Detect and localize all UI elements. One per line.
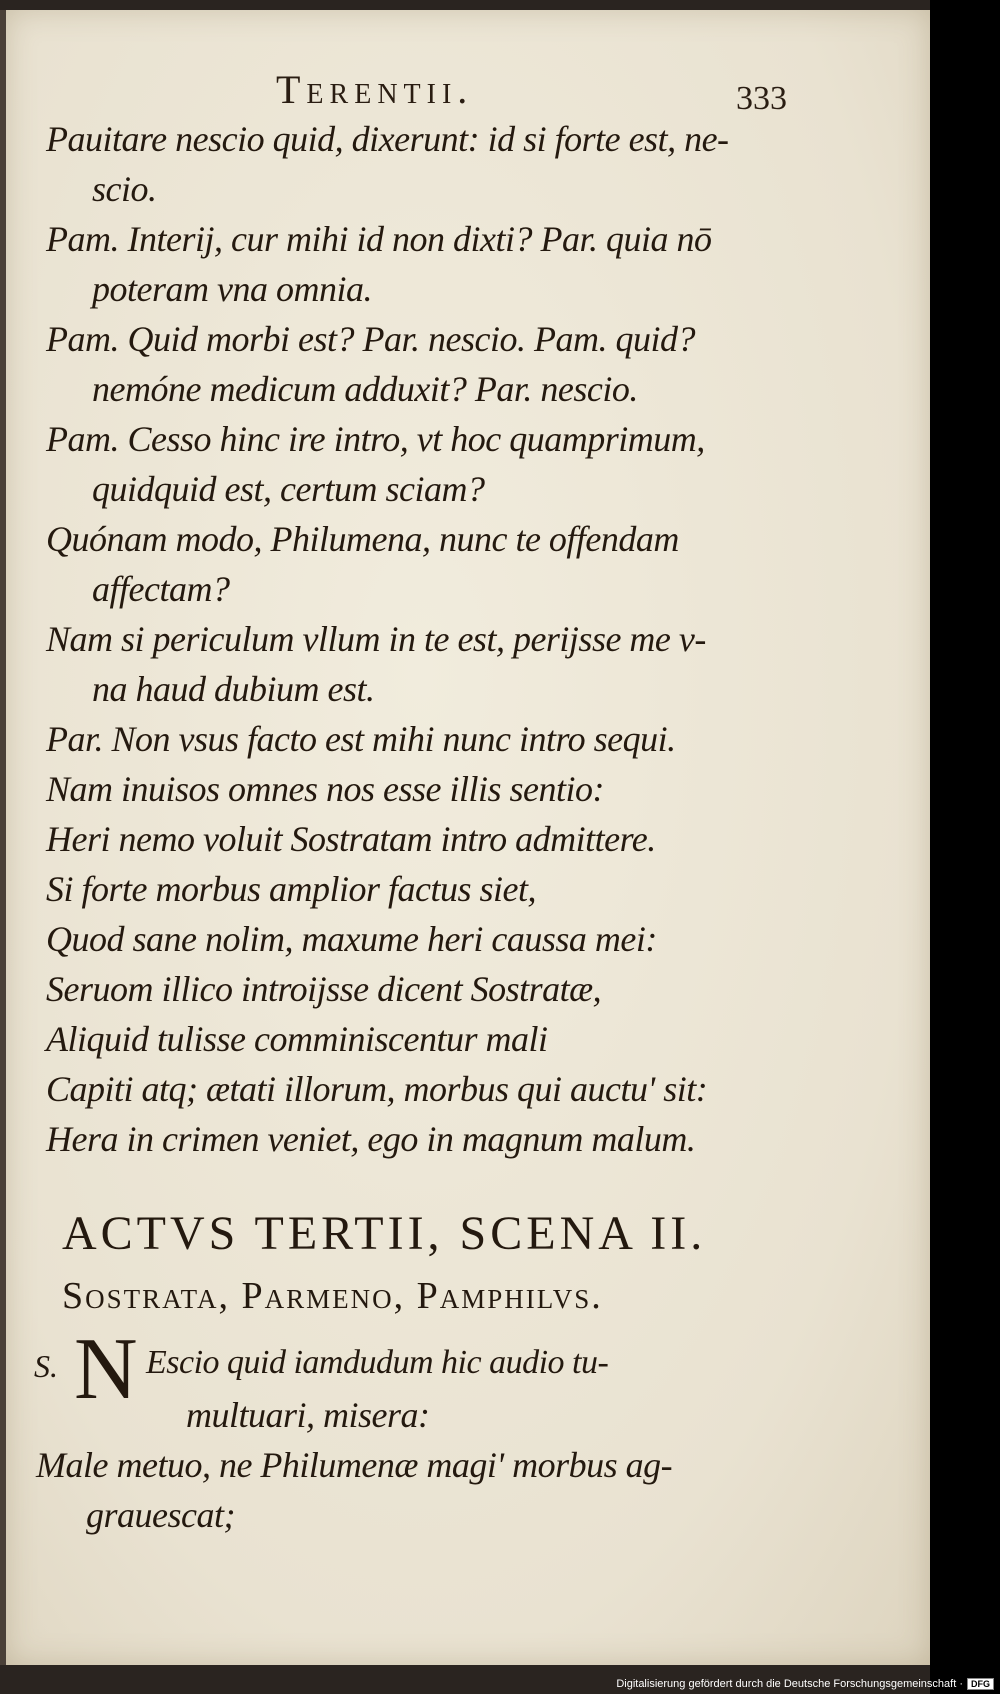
text-line: Seruom illico introijsse dicent Sostratæ, [46,969,602,1009]
footer-credit: Digitalisierung gefördert durch die Deutsche Forschungsgemeinschaft · [616,1678,963,1690]
book-page [6,10,933,1665]
text-line: Pam. Interij, cur mihi id non dixti? Par. quia nō [46,219,712,259]
text-line: affectam? [92,569,230,609]
text-line: Heri nemo voluit Sostratam intro admittere. [46,819,656,859]
text-line: Si forte morbus amplior factus siet, [46,869,537,909]
text-line: quidquid est, certum sciam? [92,469,485,509]
text-line: Par. Non vsus facto est mihi nunc intro sequi. [46,719,676,759]
text-line: Quónam modo, Philumena, nunc te offendam [46,519,679,559]
text-line: Escio quid iamdudum hic audio tu- [146,1344,609,1381]
speaker-label: S. [34,1348,58,1384]
text-line: Male metuo, ne Philumenæ magi' morbus ag- [36,1445,673,1485]
text-line: Quod sane nolim, maxume heri caussa mei: [46,919,657,959]
act-heading: ACTVS TERTII, SCENA II. [62,1207,707,1260]
scan-right-margin [930,0,1000,1694]
dfg-logo: DFG [967,1678,994,1690]
text-line: Pauitare nescio quid, dixerunt: id si forte est, ne- [46,119,729,159]
text-line: grauescat; [86,1495,235,1535]
page-number: 333 [736,80,787,117]
text-line: Nam si periculum vllum in te est, perijsse me v- [46,619,706,659]
text-line: nemóne medicum adduxit? Par. nescio. [92,369,638,409]
text-line: Aliquid tulisse comminiscentur mali [46,1019,548,1059]
running-head: Terentii. [276,67,474,112]
text-line: Hera in crimen veniet, ego in magnum malum. [46,1119,696,1159]
text-line: scio. [92,169,157,209]
text-line: poteram vna omnia. [92,269,372,309]
text-line: multuari, misera: [186,1395,430,1435]
text-line: na haud dubium est. [92,669,375,709]
text-line: Pam. Quid morbi est? Par. nescio. Pam. quid? [46,319,695,359]
digitization-footer [616,1678,994,1690]
drop-cap-initial: N [74,1321,138,1418]
text-line: Pam. Cesso hinc ire intro, vt hoc quamprimum, [46,419,705,459]
text-line: Capiti atq; ætati illorum, morbus qui auctu' sit: [46,1069,708,1109]
text-line: Nam inuisos omnes nos esse illis sentio: [46,769,605,809]
speaker-list: Sostrata, Parmeno, Pamphilvs. [62,1275,603,1317]
